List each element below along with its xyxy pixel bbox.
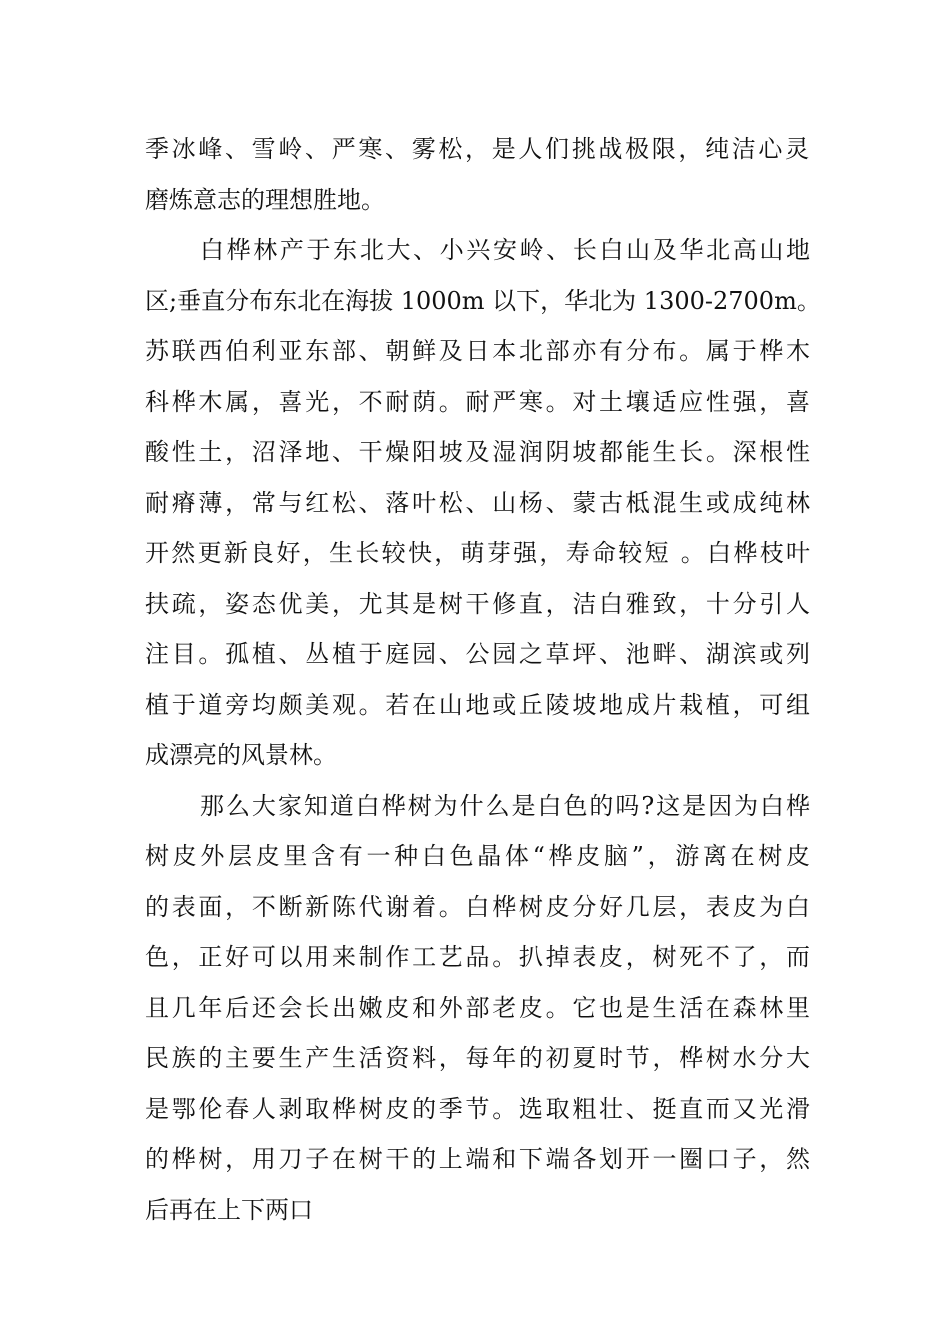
text-line: 是鄂伦春人剥取桦树皮的季节。选取粗壮、挺直而又光滑 xyxy=(145,1094,810,1123)
paragraph-white-bark xyxy=(145,781,810,1236)
text-line: 耐瘠薄，常与红松、落叶松、山杨、蒙古柢混生或成纯林 xyxy=(145,488,810,517)
text-line: 注目。孤植、丛植于庭园、公园之草坪、池畔、湖滨或列 xyxy=(145,640,810,668)
text-line: 成漂亮的风景林。 xyxy=(145,741,337,769)
text-line: 区;垂直分布东北在海拔 1000m 以下，华北为 1300-2700m。 xyxy=(145,286,821,315)
text-line: 后再在上下两口 xyxy=(145,1195,313,1224)
text-line: 开然更新良好，生长较快，萌芽强，寿命较短 。白桦枝叶 xyxy=(145,539,810,567)
text-line: 的表面，不断新陈代谢着。白桦树皮分好几层，表皮为白 xyxy=(145,892,810,921)
text-line: 苏联西伯利亚东部、朝鲜及日本北部亦有分布。属于桦木 xyxy=(145,337,810,365)
text-line: 那么大家知道白桦树为什么是白色的吗?这是因为白桦 xyxy=(200,791,810,820)
text-line: 磨炼意志的理想胜地。 xyxy=(145,185,385,214)
text-line: 色，正好可以用来制作工艺品。扒掉表皮，树死不了，而 xyxy=(145,943,810,971)
text-line: 民族的主要生产生活资料，每年的初夏时节，桦树水分大 xyxy=(145,1044,810,1072)
text-line: 酸性土，沼泽地、干燥阳坡及湿润阴坡都能生长。深根性 xyxy=(145,438,810,466)
text-line: 植于道旁均颇美观。若在山地或丘陵坡地成片栽植，可组 xyxy=(145,690,810,719)
paragraph-birch-forest xyxy=(145,225,821,781)
text-line: 的桦树，用刀子在树干的上端和下端各划开一圈口子，然 xyxy=(145,1145,810,1173)
text-line: 扶疏，姿态优美，尤其是树干修直，洁白雅致，十分引人 xyxy=(145,589,810,618)
paragraph-continuation xyxy=(145,124,810,225)
text-line: 科桦木属，喜光，不耐荫。耐严寒。对土壤适应性强，喜 xyxy=(145,387,810,416)
text-line: 且几年后还会长出嫩皮和外部老皮。它也是生活在森林里 xyxy=(145,993,810,1022)
text-line: 季冰峰、雪岭、严寒、雾松，是人们挑战极限，纯洁心灵 xyxy=(145,135,810,163)
text-line: 白桦林产于东北大、小兴安岭、长白山及华北高山地 xyxy=(200,236,810,264)
document-body xyxy=(145,124,821,1235)
text-line: 树皮外层皮里含有一种白色晶体“桦皮脑”，游离在树皮 xyxy=(145,842,810,870)
